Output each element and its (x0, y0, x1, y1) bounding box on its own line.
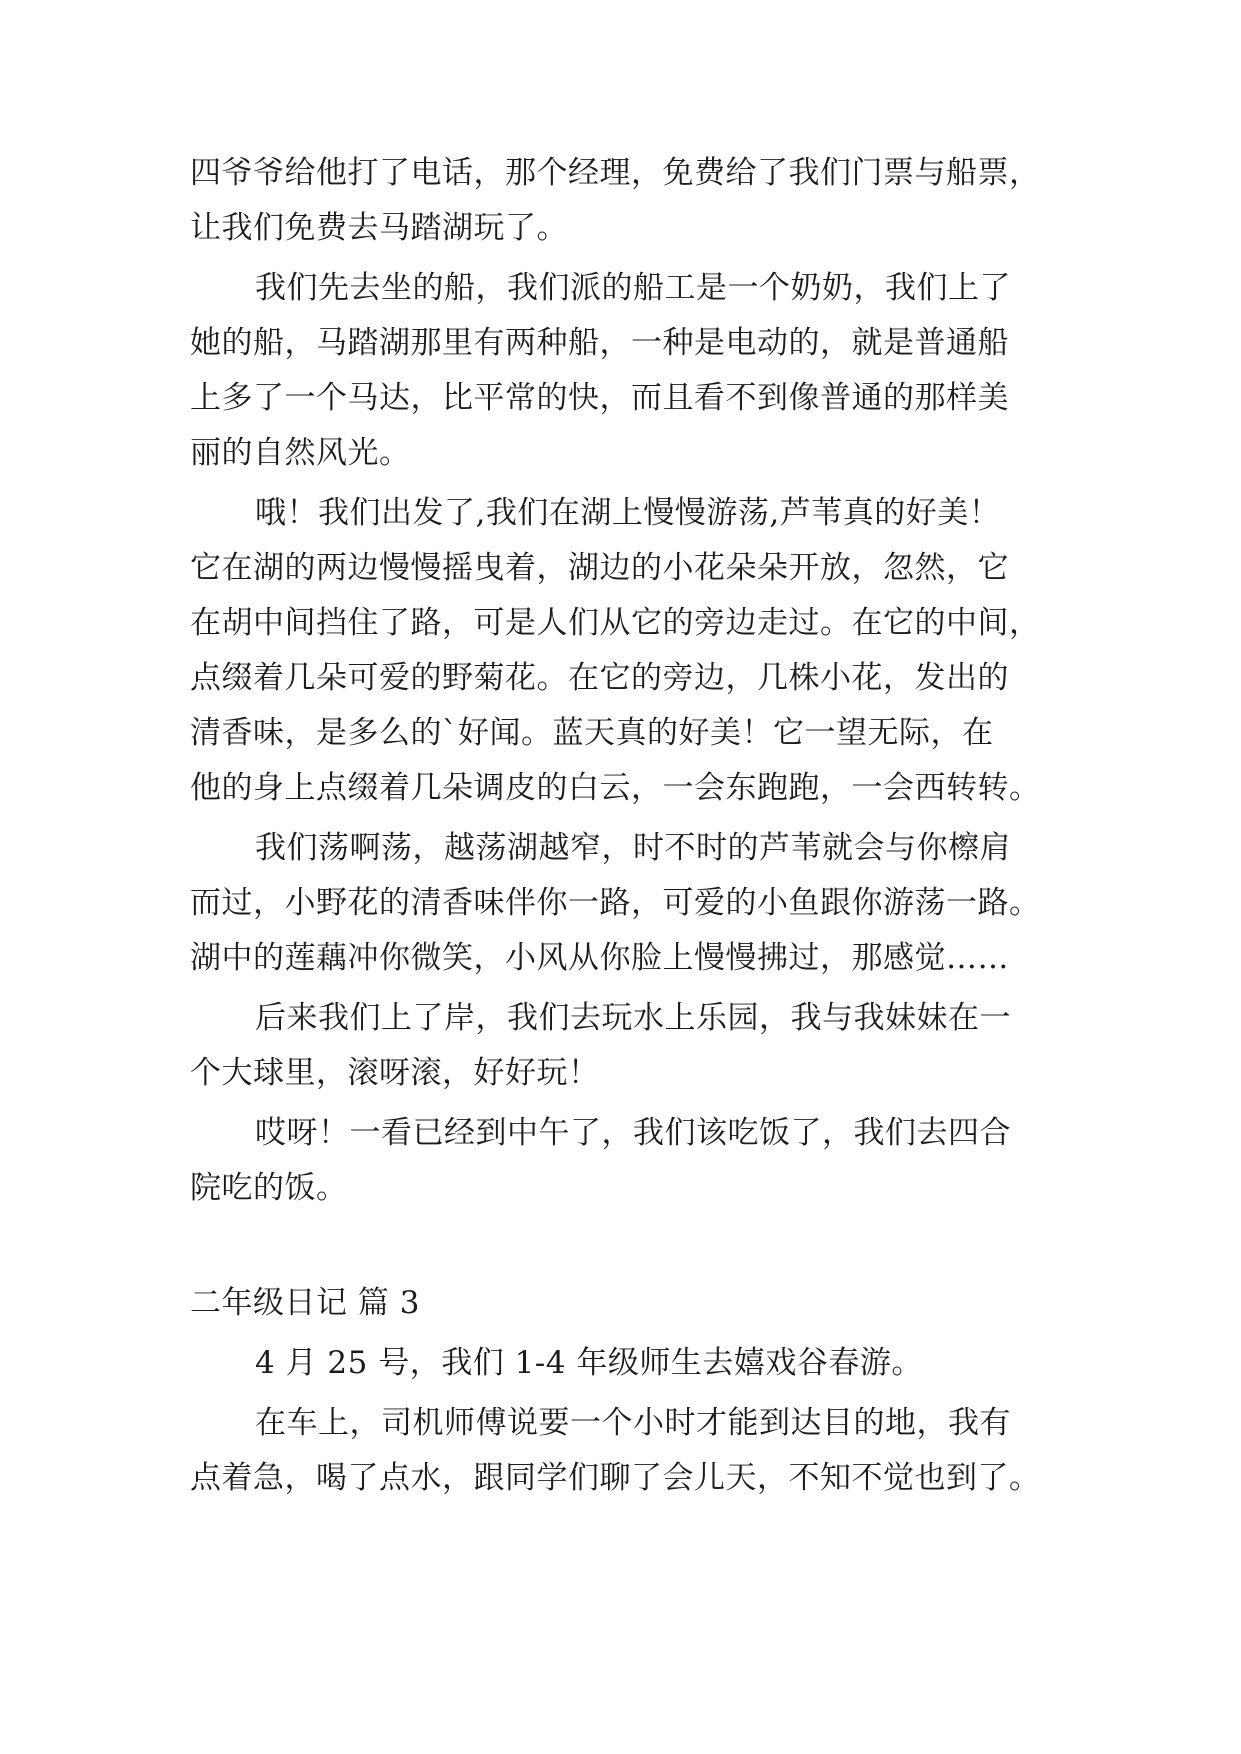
text-line: 点着急，喝了点水，跟同学们聊了会儿天，不知不觉也到了。 (190, 1460, 1041, 1496)
paragraph-start: 我们荡啊荡，越荡湖越窄，时不时的芦苇就会与你檫肩 (255, 830, 1011, 866)
text-line: 在胡中间挡住了路，可是人们从它的旁边走过。在它的中间， (190, 605, 1041, 641)
paragraph-start: 后来我们上了岸，我们去玩水上乐园，我与我妹妹在一 (255, 1000, 1011, 1036)
paragraph-start: 哎呀！一看已经到中午了，我们该吃饭了，我们去四合 (255, 1115, 1011, 1151)
text-line: 它在湖的两边慢慢摇曳着，湖边的小花朵朵开放，忽然，它 (190, 550, 1009, 586)
text-line: 他的身上点缀着几朵调皮的白云，一会东跑跑，一会西转转。 (190, 770, 1041, 806)
text-line: 丽的自然风光。 (190, 435, 411, 471)
text-line: 院吃的饭。 (190, 1170, 348, 1206)
section-heading: 二年级日记 篇 3 (190, 1285, 420, 1321)
paragraph-start: 4 月 25 号，我们 1-4 年级师生去嬉戏谷春游。 (255, 1345, 923, 1381)
text-line: 清香味，是多么的`好闻。蓝天真的好美！它一望无际，在 (190, 715, 994, 751)
paragraph-start: 我们先去坐的船，我们派的船工是一个奶奶，我们上了 (255, 270, 1011, 306)
text-line: 个大球里，滚呀滚，好好玩！ (190, 1055, 600, 1091)
text-line: 让我们免费去马踏湖玩了。 (190, 210, 568, 246)
text-line: 她的船，马踏湖那里有两种船，一种是电动的，就是普通船 (190, 325, 1009, 361)
text-line: 上多了一个马达，比平常的快，而且看不到像普通的那样美 (190, 380, 1009, 416)
text-line: 而过，小野花的清香味伴你一路，可爱的小鱼跟你游荡一路。 (190, 885, 1041, 921)
text-line: 四爷爷给他打了电话，那个经理，免费给了我们门票与船票， (190, 155, 1041, 191)
paragraph-start: 在车上，司机师傅说要一个小时才能到达目的地，我有 (255, 1405, 1011, 1441)
paragraph-start: 哦！我们出发了,我们在湖上慢慢游荡,芦苇真的好美！ (255, 495, 1001, 531)
text-line: 点缀着几朵可爱的野菊花。在它的旁边，几株小花，发出的 (190, 660, 1009, 696)
text-line: 湖中的莲藕冲你微笑，小风从你脸上慢慢拂过，那感觉…… (190, 940, 1009, 976)
